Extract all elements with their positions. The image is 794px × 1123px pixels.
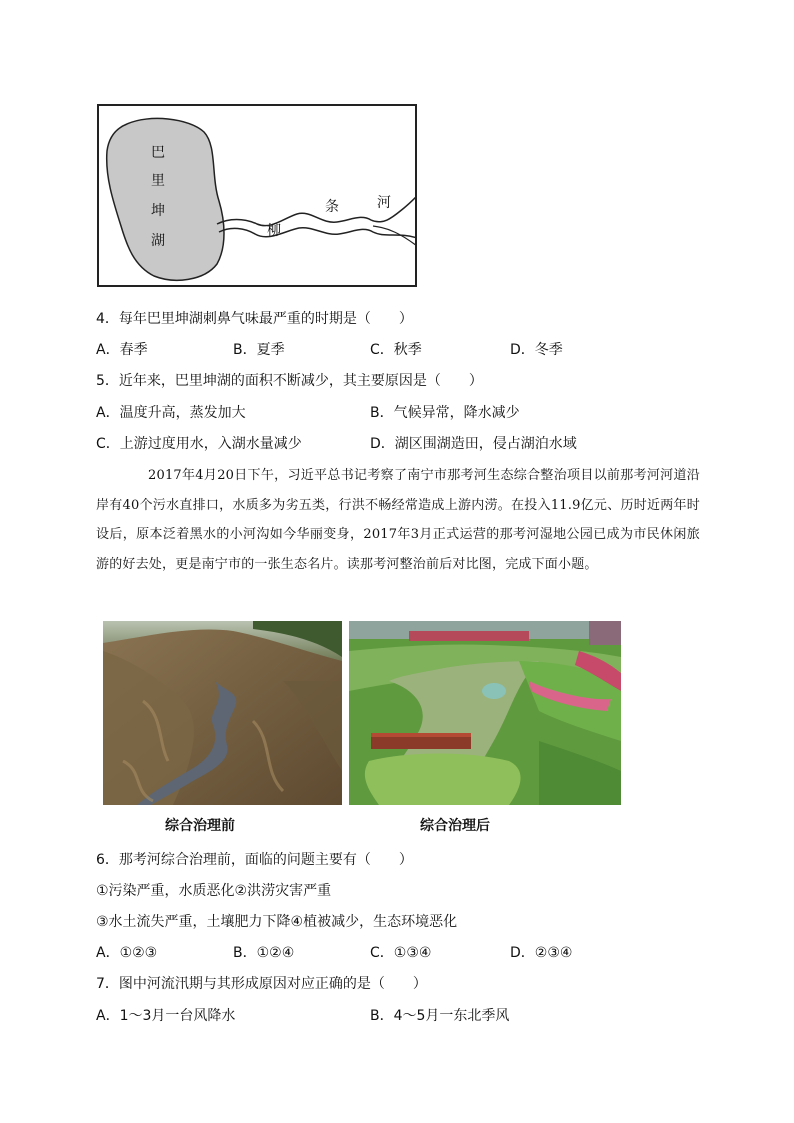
option-b: B．4～5月一东北季风 [370,1008,510,1024]
photo-before [103,621,342,805]
option-a: A．①②③ [96,945,158,961]
question-6-statements: ①污染严重，水质恶化②洪涝灾害严重 [96,883,332,899]
river-label-char: 条 [325,199,339,215]
river-label-char: 柳 [267,223,281,239]
photo-after [349,621,621,805]
caption-before: 综合治理前 [165,818,235,834]
option-d: D．②③④ [510,945,573,961]
option-c: C．①③④ [370,945,432,961]
caption-after: 综合治理后 [420,818,490,834]
lake-shape [107,118,224,280]
question-6-stem: 6．那考河综合治理前，面临的问题主要有（ ） [96,852,413,868]
lake-map-drawing [99,106,415,285]
lake-label-char: 巴 [151,145,165,161]
option-b: B．夏季 [233,342,285,358]
option-b: B．气候异常，降水减少 [370,405,520,421]
option-d: D．冬季 [510,342,563,358]
question-6-statements: ③水土流失严重，土壤肥力下降④植被减少，生态环境恶化 [96,914,458,930]
lake-label-char: 里 [151,173,165,189]
option-a: A．1～3月一台风降水 [96,1008,236,1024]
option-d: D．湖区围湖造田，侵占湖泊水域 [370,436,577,452]
photo-after-image [349,621,621,805]
river-label-char: 河 [377,195,391,211]
photo-before-image [103,621,342,805]
reading-passage: 2017年4月20日下午，习近平总书记考察了南宁市那考河生态综合整治项目以前那考河河道沿岸有40个污水直排口，水质多为劣五类，行洪不畅经常造成上游内涝。在投入11.9亿元、历时近两年时设后，原本泛着黑水的小河沟如今华丽变身，2017年3月正式运营的那考河湿地公园已成为市民休闲旅游的好去处，更是南宁市的一张生态名片。读那考河整治前后对比图，完成下面小题。 [96,468,700,572]
lake-label-char: 湖 [151,233,165,249]
question-4-stem: 4．每年巴里坤湖刺鼻气味最严重的时期是（ ） [96,311,413,327]
question-7-stem: 7．图中河流汛期与其形成原因对应正确的是（ ） [96,976,427,992]
option-a: A．温度升高，蒸发加大 [96,405,246,421]
lake-map [97,104,417,287]
option-c: C．上游过度用水，入湖水量减少 [96,436,302,452]
option-b: B．①②④ [233,945,295,961]
lake-label-char: 坤 [151,203,165,219]
question-5-stem: 5．近年来，巴里坤湖的面积不断减少，其主要原因是（ ） [96,373,483,389]
option-a: A．春季 [96,342,148,358]
option-c: C．秋季 [370,342,422,358]
